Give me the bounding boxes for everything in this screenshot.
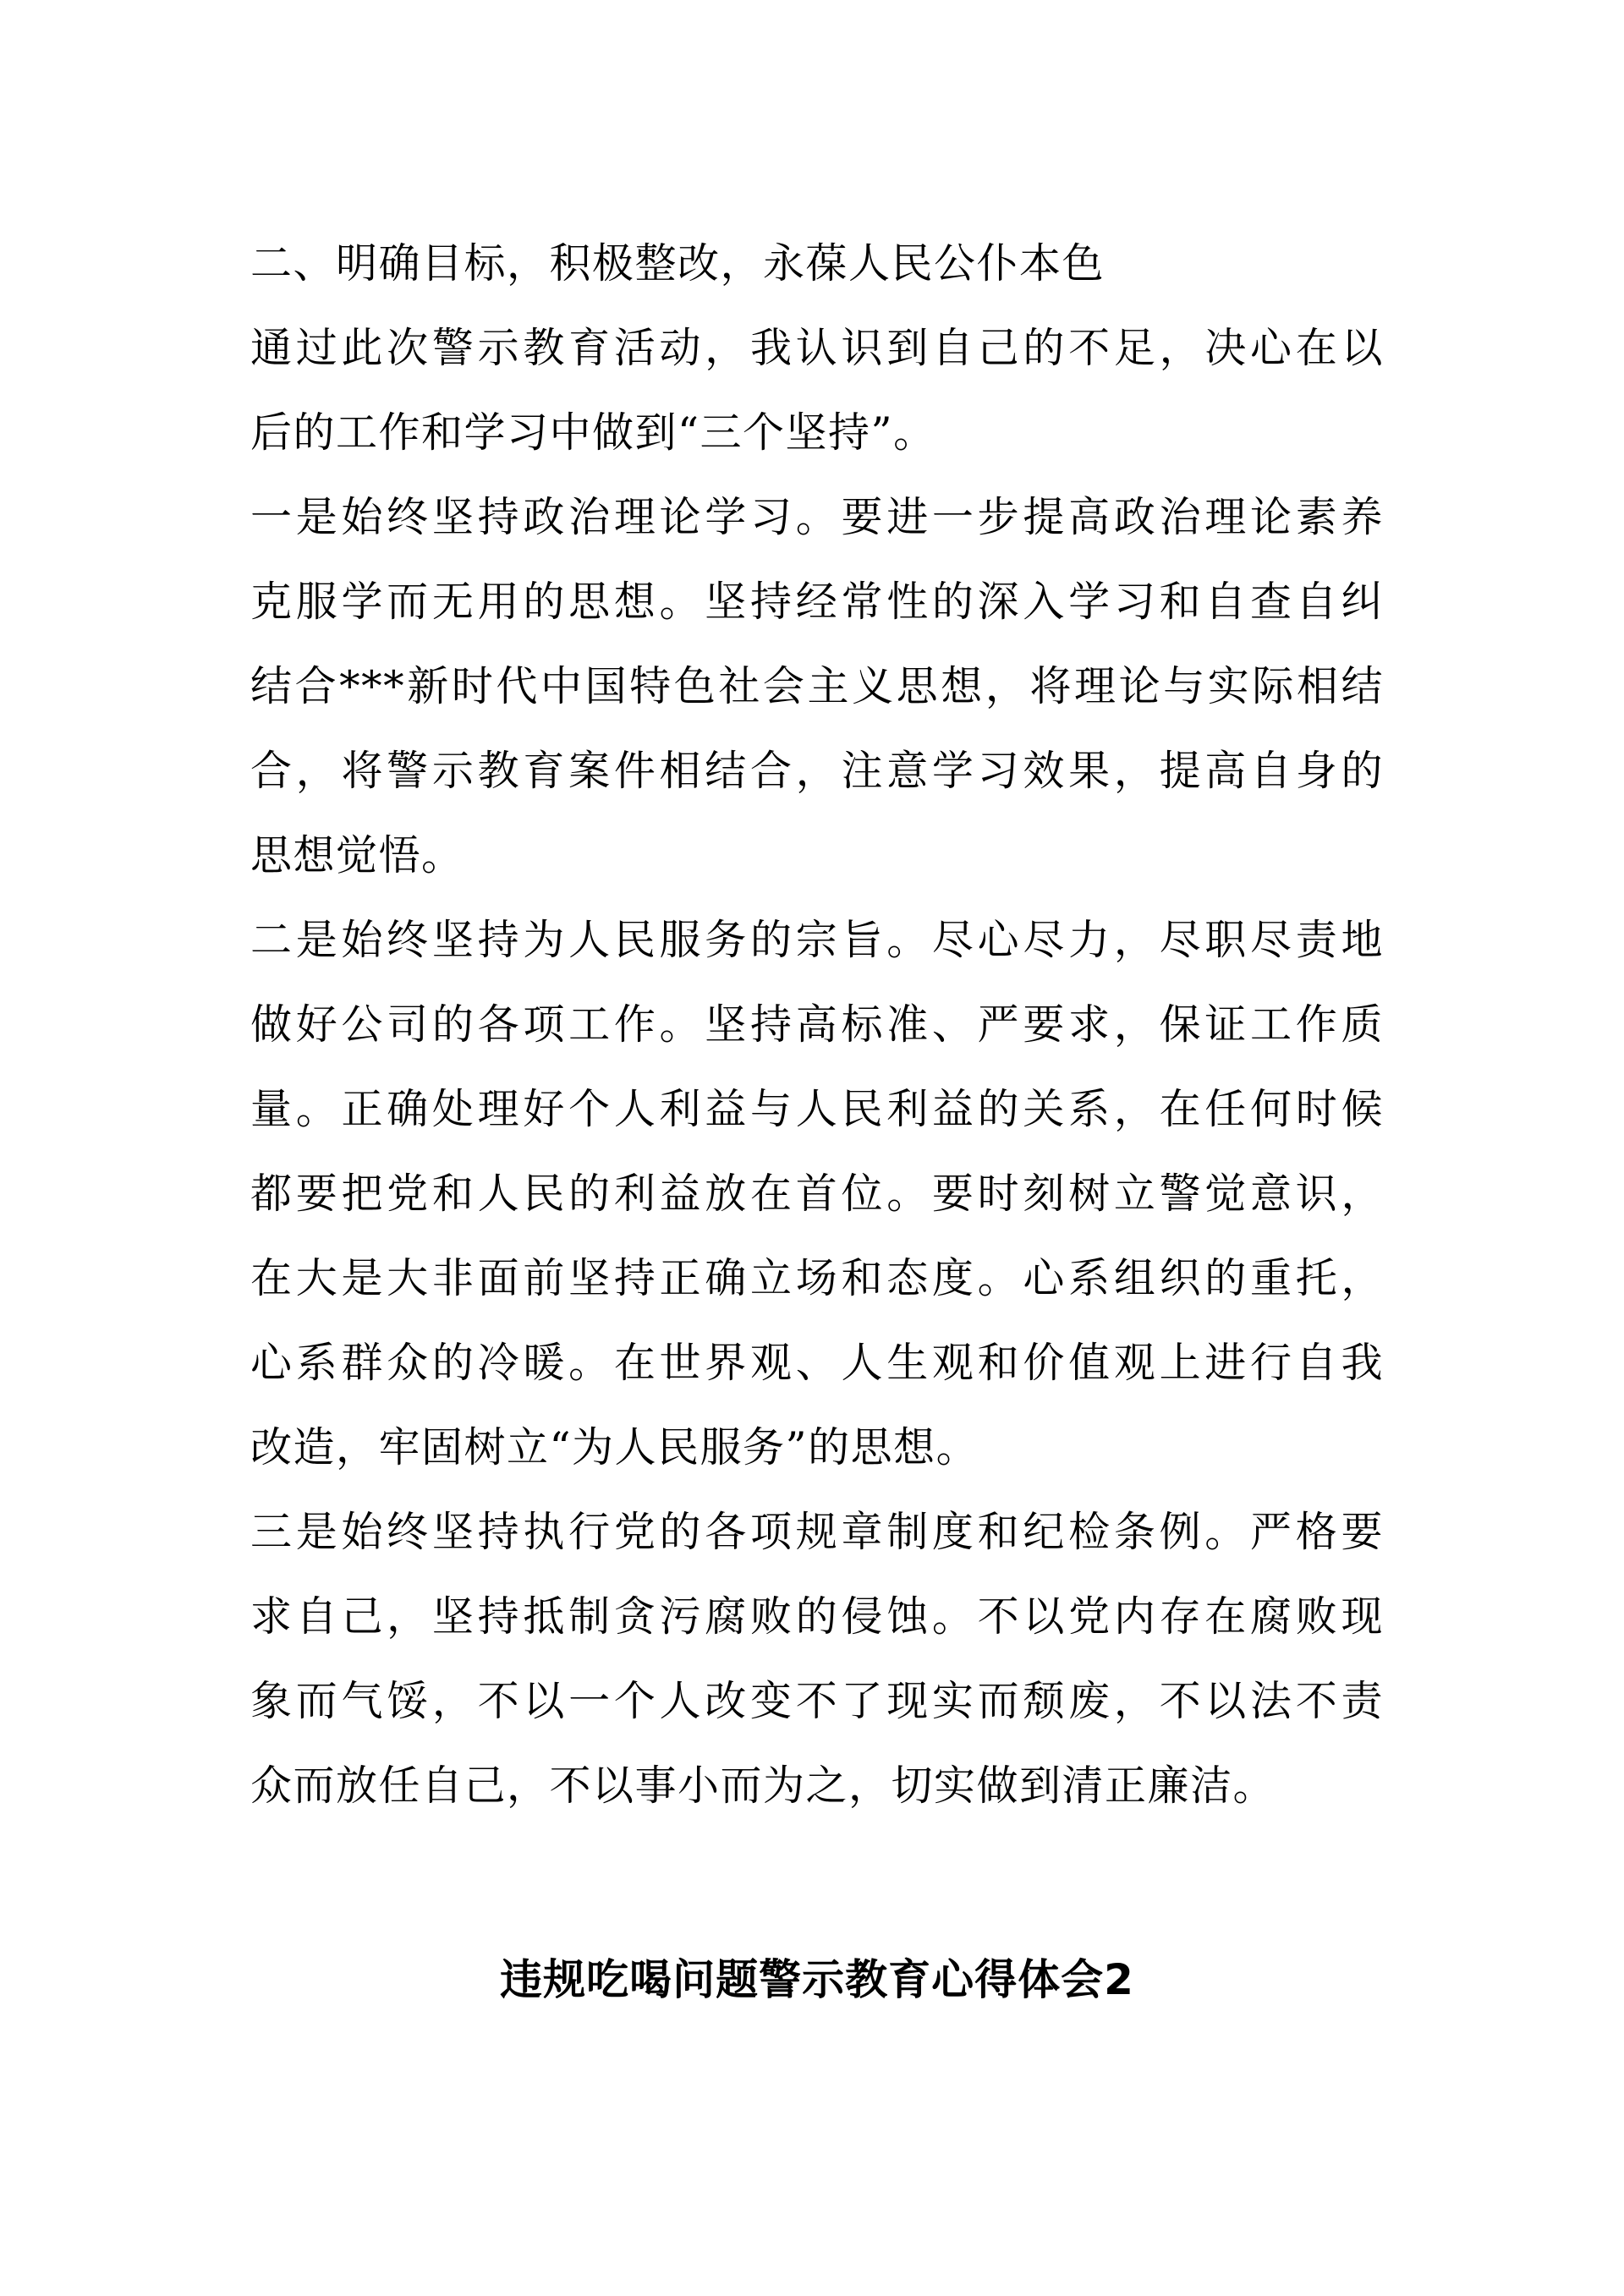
paragraph-line: 一是始终坚持政治理论学习。要进一步提高政治理论素养 <box>250 493 1384 541</box>
document-body <box>250 222 1384 1828</box>
paragraph-line: 结合***新时代中国特色社会主义思想，将理论与实际相结 <box>250 662 1384 710</box>
paragraph-line: 克服学而无用的思想。坚持经常性的深入学习和自查自纠 <box>250 578 1384 626</box>
paragraph-line: 都要把党和人民的利益放在首位。要时刻树立警觉意识， <box>250 1170 1384 1218</box>
paragraph-line: 量。正确处理好个人利益与人民利益的关系，在任何时候 <box>250 1085 1384 1133</box>
paragraph-line: 象而气馁，不以一个人改变不了现实而颓废，不以法不责 <box>250 1677 1384 1725</box>
paragraph-line: 思想觉悟。 <box>250 831 464 879</box>
paragraph-line: 做好公司的各项工作。坚持高标准、严要求，保证工作质 <box>250 1000 1384 1049</box>
paragraph-line: 通过此次警示教育活动，我认识到自己的不足，决心在以 <box>250 324 1384 372</box>
paragraph-line: 二是始终坚持为人民服务的宗旨。尽心尽力，尽职尽责地 <box>250 916 1384 964</box>
paragraph-line: 后的工作和学习中做到“三个坚持”。 <box>250 408 936 457</box>
paragraph-line: 改造，牢固树立“为人民服务”的思想。 <box>250 1423 979 1471</box>
paragraph-line: 求自己，坚持抵制贪污腐败的侵蚀。不以党内存在腐败现 <box>250 1592 1384 1641</box>
paragraph-line: 心系群众的冷暖。在世界观、人生观和价值观上进行自我 <box>250 1339 1384 1387</box>
paragraph-line: 合，将警示教育案件相结合，注意学习效果，提高自身的 <box>250 747 1384 795</box>
paragraph-line: 众而放任自己，不以事小而为之，切实做到清正廉洁。 <box>250 1762 1276 1810</box>
section-heading: 二、明确目标，积极整改，永葆人民公仆本色 <box>250 239 1106 288</box>
next-article-title: 违规吃喝问题警示教育心得体会2 <box>500 1955 1134 2004</box>
paragraph-line: 三是始终坚持执行党的各项规章制度和纪检条例。严格要 <box>250 1508 1384 1556</box>
paragraph-line: 在大是大非面前坚持正确立场和态度。心系组织的重托， <box>250 1254 1384 1302</box>
